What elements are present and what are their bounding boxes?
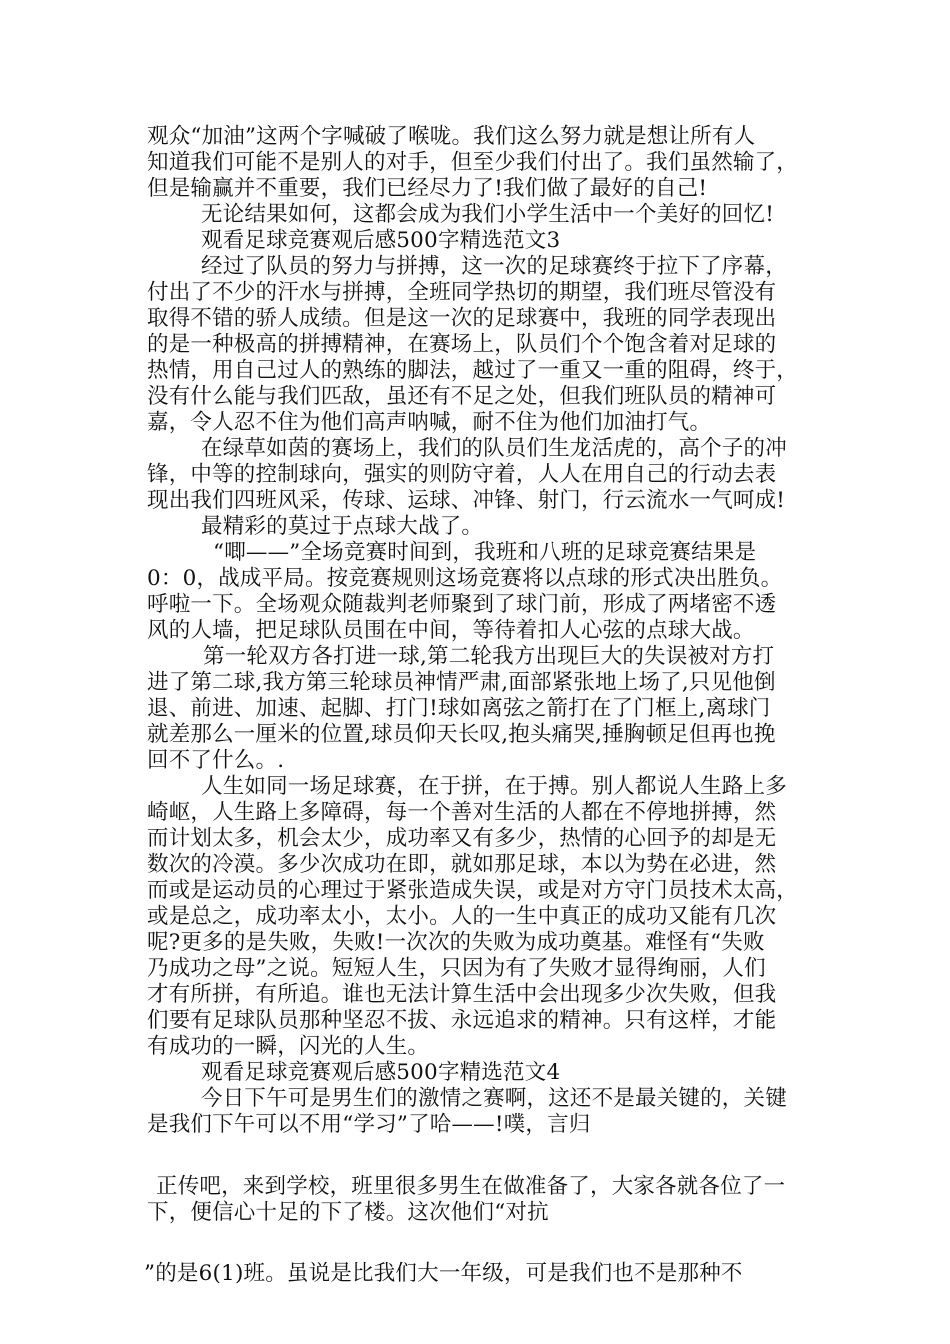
text-line: 正传吧，来到学校，班里很多男生在做准备了，大家各就各位了一 bbox=[156, 1174, 786, 1199]
text-line: 现出我们四班风采，传球、运球、冲锋、射门，行云流水一气呵成! bbox=[147, 488, 786, 513]
text-line: 没有什么能与我们匹敌，虽还有不足之处，但我们班队员的精神可 bbox=[147, 384, 777, 409]
text-line: 锋，中等的控制球向，强实的则防守着，人人在用自己的行动去表 bbox=[147, 462, 777, 487]
text-line: 而或是运动员的心理过于紧张造成失误，或是对方守门员技术太高， bbox=[147, 878, 799, 903]
text-line: 观众“加油”这两个字喊破了喉咙。我们这么努力就是想让所有人 bbox=[147, 124, 756, 149]
text-line: 崎岖，人生路上多障碍，每一个善对生活的人都在不停地拼搏，然 bbox=[147, 800, 777, 825]
text-line: 下，便信心十足的下了楼。这次他们“对抗 bbox=[147, 1200, 549, 1225]
text-line: 是我们下午可以不用“学习”了哈——!噗，言归 bbox=[147, 1112, 591, 1137]
text-line: 取得不错的骄人成绩。但是这一次的足球赛中，我班的同学表现出 bbox=[147, 306, 777, 331]
text-line: 们要有足球队员那种坚忍不拔、永远追求的精神。只有这样，才能 bbox=[147, 1008, 777, 1033]
text-line: 有成功的一瞬，闪光的人生。 bbox=[147, 1034, 430, 1059]
section-heading: 观看足球竞赛观后感500字精选范文4 bbox=[201, 1060, 561, 1085]
text-line: 的是一种极高的拼搏精神，在赛场上，队员们个个饱含着对足球的 bbox=[147, 332, 777, 357]
text-line: 付出了不少的汗水与拼搏，全班同学热切的期望，我们班尽管没有 bbox=[147, 280, 777, 305]
text-line: 0：0，战成平局。按竞赛规则这场竞赛将以点球的形式决出胜负。 bbox=[147, 566, 783, 591]
text-line: 但是输赢并不重要，我们已经尽力了!我们做了最好的自己! bbox=[147, 176, 708, 201]
text-line: 经过了队员的努力与拼搏，这一次的足球赛终于拉下了序幕， bbox=[201, 254, 787, 279]
text-line: 呢?更多的是失败，失败!一次次的失败为成功奠基。难怪有“失败 bbox=[147, 930, 765, 955]
text-line: ”的是6(1)班。虽说是比我们大一年级，可是我们也不是那种不 bbox=[144, 1261, 743, 1286]
text-line: 而计划太多，机会太少，成功率又有多少，热情的心回予的却是无 bbox=[147, 826, 777, 851]
text-line: 在绿草如茵的赛场上，我们的队员们生龙活虎的，高个子的冲 bbox=[201, 436, 787, 461]
text-line: 退、前进、加速、起脚、打门!球如离弦之箭打在了门框上,离球门 bbox=[147, 696, 771, 721]
text-line: 第一轮双方各打进一球,第二轮我方出现巨大的失误被对方打 bbox=[203, 644, 775, 669]
text-line: 才有所拼，有所追。谁也无法计算生活中会出现多少次失败，但我 bbox=[147, 982, 777, 1007]
text-line: 进了第二球,我方第三轮球员神情严肃,面部紧张地上场了,只见他倒 bbox=[147, 670, 776, 695]
text-line: 人生如同一场足球赛，在于拼，在于搏。别人都说人生路上多 bbox=[201, 774, 787, 799]
text-line: 或是总之，成功率太小，太小。人的一生中真正的成功又能有几次 bbox=[147, 904, 777, 929]
text-line: 知道我们可能不是别人的对手，但至少我们付出了。我们虽然输了， bbox=[147, 150, 799, 175]
text-line: 热情，用自己过人的熟练的脚法，越过了一重又一重的阻碍，终于， bbox=[147, 358, 799, 383]
text-line: 就差那么一厘米的位置,球员仰天长叹,抱头痛哭,捶胸顿足但再也挽 bbox=[147, 722, 776, 747]
text-line: 今日下午可是男生们的激情之赛啊，这还不是最关键的，关键 bbox=[201, 1086, 787, 1111]
text-line: 无论结果如何，这都会成为我们小学生活中一个美好的回忆! bbox=[201, 202, 775, 227]
text-line: 数次的冷漠。多少次成功在即，就如那足球，本以为势在必进，然 bbox=[147, 852, 777, 877]
section-heading: 观看足球竞赛观后感500字精选范文3 bbox=[201, 228, 561, 253]
text-line: 嘉，令人忍不住为他们高声呐喊，耐不住为他们加油打气。 bbox=[147, 410, 712, 435]
text-line: “唧——”全场竞赛时间到，我班和八班的足球竞赛结果是 bbox=[213, 540, 757, 565]
text-line: 风的人墙，把足球队员围在中间，等待着扣人心弦的点球大战。 bbox=[147, 618, 755, 643]
text-line: 回不了什么。. bbox=[147, 748, 285, 773]
text-line: 呼啦一下。全场观众随裁判老师聚到了球门前，形成了两堵密不透 bbox=[147, 592, 777, 617]
text-line: 乃成功之母”之说。短短人生，只因为有了失败才显得绚丽，人们 bbox=[147, 956, 766, 981]
text-line: 最精彩的莫过于点球大战了。 bbox=[201, 514, 484, 539]
